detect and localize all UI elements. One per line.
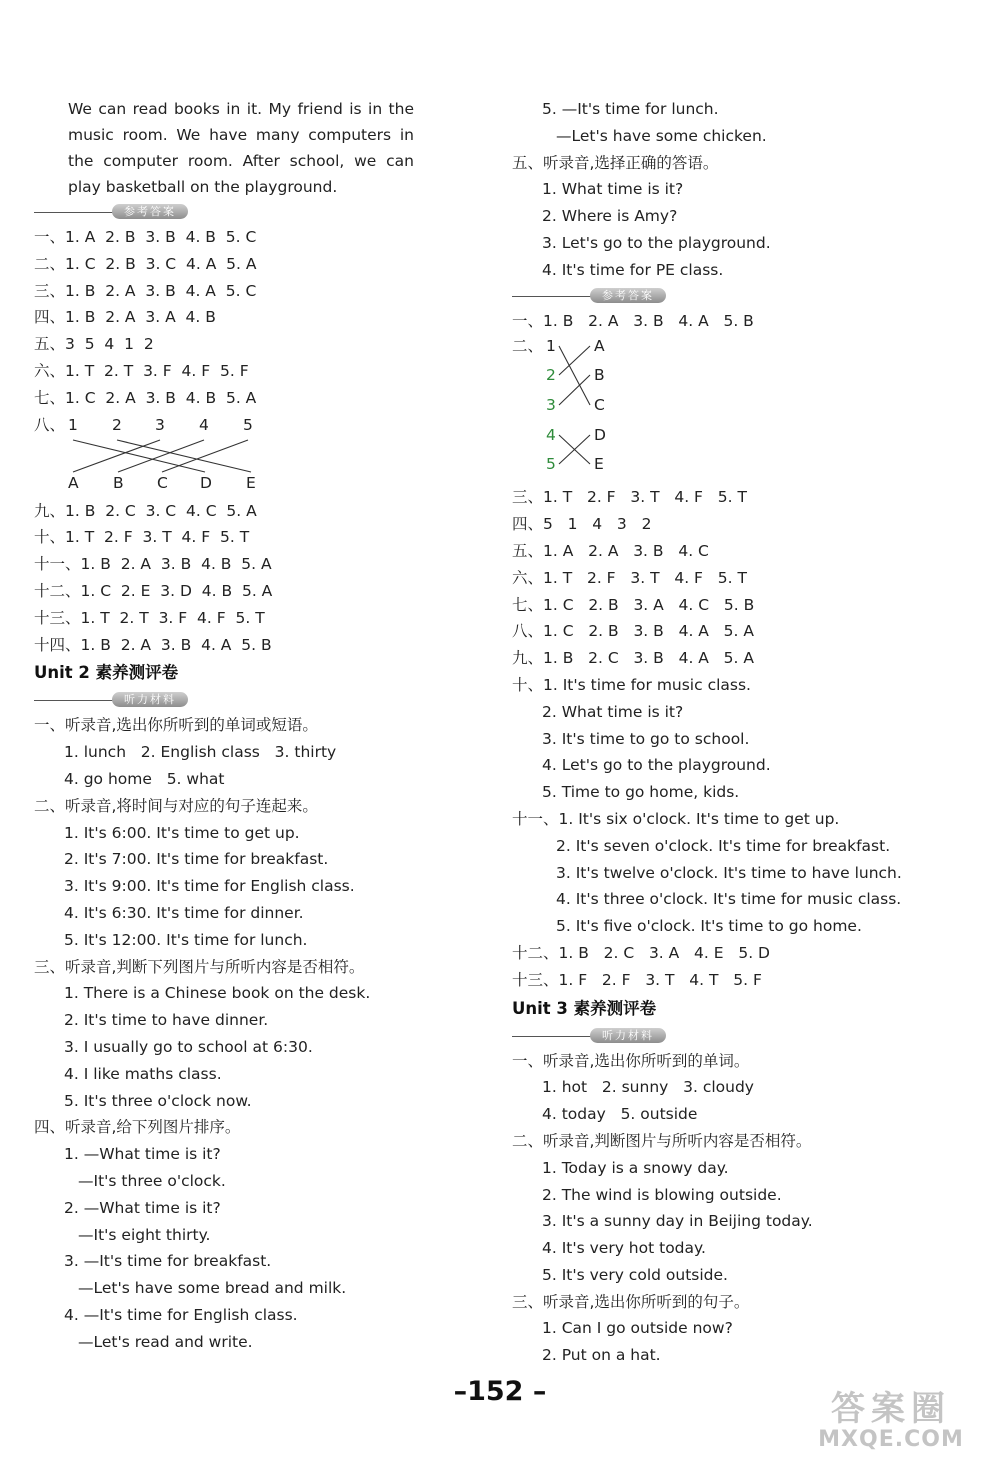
text-line: 4. It's three o'clock. It's time for music class. <box>556 890 902 909</box>
match-line <box>162 440 248 472</box>
text-line: 1. What time is it? <box>542 180 684 199</box>
text-line: 2. Put on a hat. <box>542 1346 661 1365</box>
text-line: 十三、1. F 2. F 3. T 4. T 5. F <box>512 970 762 989</box>
answers-separator <box>34 200 454 224</box>
text-line: 2. It's seven o'clock. It's time for breakfast. <box>556 836 891 855</box>
unit1-answers-b <box>34 498 454 659</box>
text-line: 4. go home 5. what <box>64 769 225 788</box>
match-line <box>118 440 204 472</box>
text-line: —Let's have some chicken. <box>556 126 767 145</box>
text-line: 十三、1. T 2. T 3. F 4. F 5. T <box>34 608 265 627</box>
text-line: 5. It's three o'clock now. <box>64 1091 252 1110</box>
continued-dialogue <box>512 96 962 150</box>
text-line: 三、1. B 2. A 3. B 4. A 5. C <box>34 281 257 300</box>
matching-answer-8 <box>34 412 454 498</box>
text-line: 九、1. B 2. C 3. C 4. C 5. A <box>34 501 257 520</box>
text-line: 3. It's time to go to school. <box>542 729 750 748</box>
text-line: 四、1. B 2. A 3. A 4. B <box>34 308 216 327</box>
match-right-label: D <box>594 426 606 445</box>
listening-badge: 听力材料 <box>112 692 188 707</box>
section4-lines <box>34 1141 454 1355</box>
watermark <box>796 1390 986 1454</box>
watermark-url: MXQE.COM <box>818 1427 964 1452</box>
unit1-answers <box>34 224 454 412</box>
text-line: 七、1. C 2. A 3. B 4. B 5. A <box>34 388 257 407</box>
text-line: 十一、1. B 2. A 3. B 4. B 5. A <box>34 555 272 574</box>
text-line: 六、1. T 2. T 3. F 4. F 5. F <box>34 361 249 380</box>
answers-b <box>512 484 962 672</box>
section-heading: 三、听录音,判断下列图片与所听内容是否相符。 <box>34 957 365 976</box>
text-line: 2. Where is Amy? <box>542 207 678 226</box>
text-line: 3. Let's go to the playground. <box>542 233 771 252</box>
match-line <box>559 375 590 405</box>
text-line: 4. Let's go to the playground. <box>542 756 771 775</box>
text-line: 4. today 5. outside <box>542 1105 698 1124</box>
text-line: 十二、1. B 2. C 3. A 4. E 5. D <box>512 943 770 962</box>
answers-c <box>512 940 962 994</box>
text-line: 三、1. T 2. F 3. T 4. F 5. T <box>512 488 747 507</box>
text-line: 2. What time is it? <box>542 702 684 721</box>
watermark-logo: 答案圈 <box>831 1389 951 1429</box>
listening-separator <box>512 1024 962 1048</box>
text-line: 九、1. B 2. C 3. B 4. A 5. A <box>512 649 754 668</box>
text-line: 2. —What time is it? <box>64 1198 221 1217</box>
match-right-label: C <box>594 396 605 415</box>
unit3-section2-lines <box>512 1155 962 1289</box>
section-heading: 五、听录音,选择正确的答语。 <box>512 153 719 172</box>
text-line: 八、1. C 2. B 3. B 4. A 5. A <box>512 622 754 641</box>
match-right-label: A <box>594 337 605 356</box>
match-line <box>559 346 590 375</box>
section-heading: 三、听录音,选出你所听到的句子。 <box>512 1292 750 1311</box>
text-line: 一、1. A 2. B 3. B 4. B 5. C <box>34 228 257 246</box>
section-heading: 四、听录音,给下列图片排序。 <box>34 1118 241 1137</box>
match-bottom-label: A <box>68 473 79 492</box>
match-bottom-label: B <box>113 473 124 492</box>
answers-separator <box>512 284 962 308</box>
match-left-label: 4 <box>546 426 556 445</box>
match-top-label: 5 <box>243 415 253 434</box>
match-left-label: 1 <box>546 337 556 356</box>
text-line: 5. Time to go home, kids. <box>542 783 740 802</box>
text-line: 2. It's time to have dinner. <box>64 1011 269 1030</box>
text-line: 5. It's five o'clock. It's time to go home. <box>556 917 862 936</box>
matching-lines-2 <box>512 334 712 480</box>
text-line: 十二、1. C 2. E 3. D 4. B 5. A <box>34 581 273 600</box>
answer-line: 一、1. B 2. A 3. B 4. A 5. B <box>512 311 754 330</box>
match-bottom-label: E <box>246 473 256 492</box>
section-heading: 一、听录音,选出你所听到的单词或短语。 <box>34 716 318 735</box>
section-heading: 一、听录音,选出你所听到的单词。 <box>512 1051 750 1070</box>
text-line: 七、1. C 2. B 3. A 4. C 5. B <box>512 595 755 614</box>
eleven-lines <box>512 833 962 940</box>
text-line: 十四、1. B 2. A 3. B 4. A 5. B <box>34 635 272 654</box>
unit3-title: Unit 3 素养测评卷 <box>512 998 657 1018</box>
text-line: —Let's have some bread and milk. <box>78 1279 347 1298</box>
match-left-label: 5 <box>546 455 556 474</box>
text-line: 4. It's 6:30. It's time for dinner. <box>64 903 304 922</box>
unit3-section1-lines <box>512 1074 962 1128</box>
text-line: 3. It's twelve o'clock. It's time to have lunch. <box>556 863 902 882</box>
text-line: 2. The wind is blowing outside. <box>542 1185 782 1204</box>
text-line: 3. It's 9:00. It's time for English class. <box>64 877 355 896</box>
listening-badge: 听力材料 <box>590 1028 666 1043</box>
match-line <box>73 440 160 472</box>
text-line: 1. hot 2. sunny 3. cloudy <box>542 1078 754 1097</box>
match-label: 二、 <box>512 337 544 356</box>
text-line: 5. It's 12:00. It's time for lunch. <box>64 930 308 949</box>
text-line: 二、1. C 2. B 3. C 4. A 5. A <box>34 254 257 273</box>
text-line: 4. It's very hot today. <box>542 1239 706 1258</box>
text-line: 六、1. T 2. F 3. T 4. F 5. T <box>512 568 747 587</box>
listening-separator <box>34 688 454 712</box>
match-top-label: 1 <box>68 415 78 434</box>
matching-answer-2 <box>512 334 962 484</box>
match-left-label: 3 <box>546 396 556 415</box>
section-heading: 二、听录音,将时间与对应的句子连起来。 <box>34 796 318 815</box>
unit3-section3-lines <box>512 1315 962 1369</box>
text-line: 4. —It's time for English class. <box>64 1305 298 1324</box>
text-line: —It's eight thirty. <box>78 1225 211 1244</box>
match-label: 八、 <box>34 415 66 434</box>
text-line: 1. There is a Chinese book on the desk. <box>64 984 371 1003</box>
text-line: 5. It's very cold outside. <box>542 1265 728 1284</box>
text-line: 五、1. A 2. A 3. B 4. C <box>512 541 709 560</box>
match-top-label: 3 <box>155 415 165 434</box>
right-column <box>512 96 962 1369</box>
match-top-label: 2 <box>112 415 122 434</box>
section5-lines <box>512 176 962 283</box>
text-line: 1. Can I go outside now? <box>542 1319 733 1338</box>
section-heading: 二、听录音,判断图片与所听内容是否相符。 <box>512 1131 812 1150</box>
page-number: –152 – <box>453 1376 547 1407</box>
answers-badge: 参考答案 <box>112 204 188 219</box>
match-bottom-label: C <box>157 473 168 492</box>
match-right-label: E <box>594 455 604 474</box>
answer-line: 十一、1. It's six o'clock. It's time to get up. <box>512 809 840 828</box>
match-bottom-label: D <box>200 473 212 492</box>
text-line: 3. I usually go to school at 6:30. <box>64 1037 313 1056</box>
text-line: 3. It's a sunny day in Beijing today. <box>542 1212 813 1231</box>
match-line <box>559 346 590 405</box>
intro-paragraph: We can read books in it. My friend is in the music room. We have many computers in the computer room. After school, we can play basketball on the playground. <box>68 100 414 196</box>
left-column <box>34 96 454 1355</box>
match-right-label: B <box>594 366 605 385</box>
match-top-label: 4 <box>199 415 209 434</box>
text-line: —It's three o'clock. <box>78 1171 226 1190</box>
match-left-label: 2 <box>546 366 556 385</box>
text-line: 4. It's time for PE class. <box>542 260 724 279</box>
unit2-title: Unit 2 素养测评卷 <box>34 663 179 683</box>
text-line: 1. It's 6:00. It's time to get up. <box>64 823 300 842</box>
section3-lines <box>34 980 454 1114</box>
section2-lines <box>34 820 454 954</box>
answers-badge: 参考答案 <box>590 288 666 303</box>
answer-line: 十、1. It's time for music class. <box>512 675 751 694</box>
text-line: 四、5 1 4 3 2 <box>512 515 652 534</box>
text-line: 1. Today is a snowy day. <box>542 1158 729 1177</box>
section1-lines <box>34 739 454 793</box>
text-line: 1. lunch 2. English class 3. thirty <box>64 743 337 762</box>
text-line: 5. —It's time for lunch. <box>542 100 719 118</box>
text-line: 2. It's 7:00. It's time for breakfast. <box>64 850 329 869</box>
text-line: 3. —It's time for breakfast. <box>64 1252 272 1271</box>
text-line: —Let's read and write. <box>78 1332 253 1351</box>
text-line: 4. I like maths class. <box>64 1064 222 1083</box>
text-line: 1. —What time is it? <box>64 1145 221 1164</box>
matching-lines-8 <box>34 412 334 494</box>
ten-lines <box>512 699 962 806</box>
text-line: 五、3 5 4 1 2 <box>34 335 154 354</box>
text-line: 十、1. T 2. F 3. T 4. F 5. T <box>34 528 250 547</box>
